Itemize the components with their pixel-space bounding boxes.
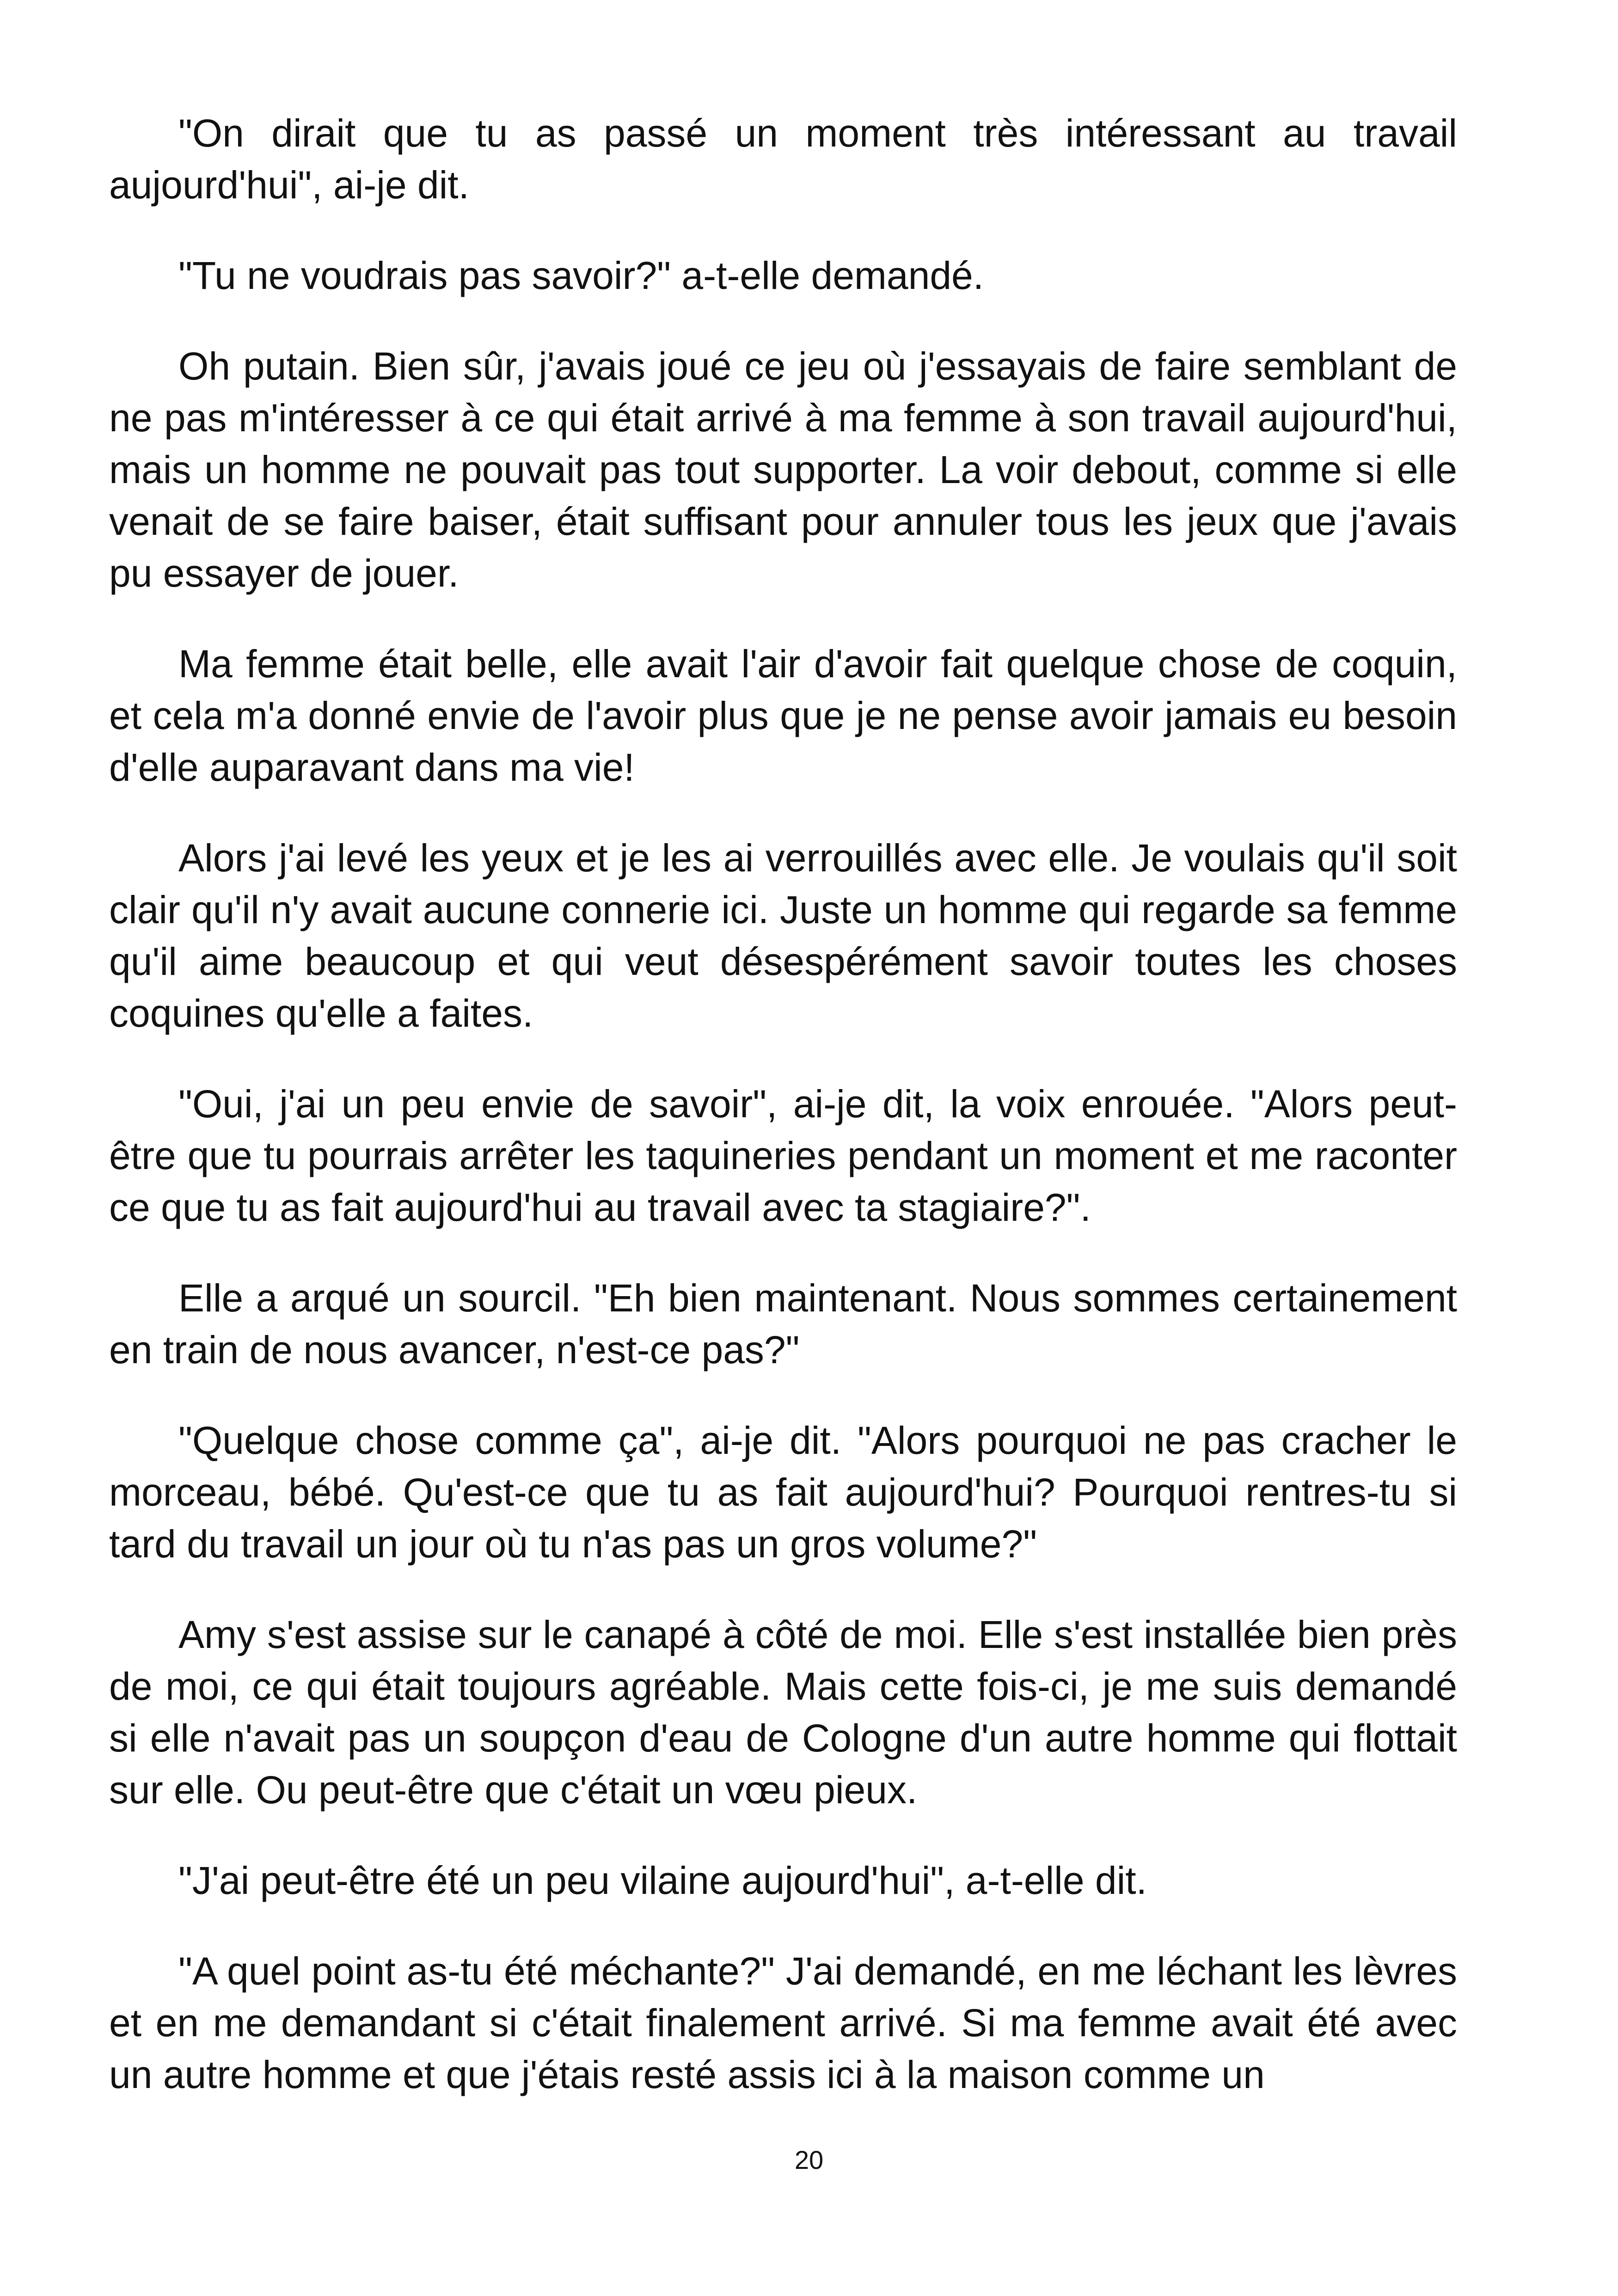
page-number: 20	[794, 2145, 824, 2174]
paragraph: Amy s'est assise sur le canapé à côté de moi. Elle s'est installée bien près de moi, ce qui était toujours agréable. Mais cette fois-ci, je me suis demandé si elle n'avait pas un soupçon d'eau de Cologne d'un autre homme qui flottait sur elle. Ou peut-être que c'était un vœu pieux.	[109, 1613, 1457, 1812]
paragraph: "J'ai peut-être été un peu vilaine aujourd'hui", a-t-elle dit.	[178, 1859, 1147, 1902]
body-text	[109, 107, 1457, 2139]
paragraph: "Quelque chose comme ça", ai-je dit. "Alors pourquoi ne pas cracher le morceau, bébé. Qu'est-ce que tu as fait aujourd'hui? Pourquoi rentres-tu si tard du travail un jour où tu n'as pas un gros volume?"	[109, 1419, 1457, 1566]
paragraph: Elle a arqué un sourcil. "Eh bien maintenant. Nous sommes certainement en train de nous avancer, n'est-ce pas?"	[109, 1276, 1457, 1371]
paragraph: "Oui, j'ai un peu envie de savoir", ai-je dit, la voix enrouée. "Alors peut-être que tu pourrais arrêter les taquineries pendant un moment et me raconter ce que tu as fait aujourd'hui au travail avec ta stagiaire?".	[109, 1082, 1457, 1229]
paragraph: Oh putain. Bien sûr, j'avais joué ce jeu où j'essayais de faire semblant de ne pas m'intéresser à ce qui était arrivé à ma femme à son travail aujourd'hui, mais un homme ne pouvait pas tout supporter. La voir debout, comme si elle venait de se faire baiser, était suffisant pour annuler tous les jeux que j'avais pu essayer de jouer.	[109, 344, 1457, 595]
paragraph: Alors j'ai levé les yeux et je les ai verrouillés avec elle. Je voulais qu'il soit clair qu'il n'y avait aucune connerie ici. Juste un homme qui regarde sa femme qu'il aime beaucoup et qui veut désespérément savoir toutes les choses coquines qu'elle a faites.	[109, 836, 1457, 1035]
paragraph: "A quel point as-tu été méchante?" J'ai demandé, en me léchant les lèvres et en me demandant si c'était finalement arrivé. Si ma femme avait été avec un autre homme et que j'étais resté assis ici à la maison comme un	[109, 1949, 1457, 2096]
paragraph: "Tu ne voudrais pas savoir?" a-t-elle demandé.	[178, 254, 984, 297]
paragraph: Ma femme était belle, elle avait l'air d'avoir fait quelque chose de coquin, et cela m'a donné envie de l'avoir plus que je ne pense avoir jamais eu besoin d'elle auparavant dans ma vie!	[109, 642, 1457, 789]
paragraph: "On dirait que tu as passé un moment très intéressant au travail aujourd'hui", ai-je dit.	[109, 111, 1457, 207]
